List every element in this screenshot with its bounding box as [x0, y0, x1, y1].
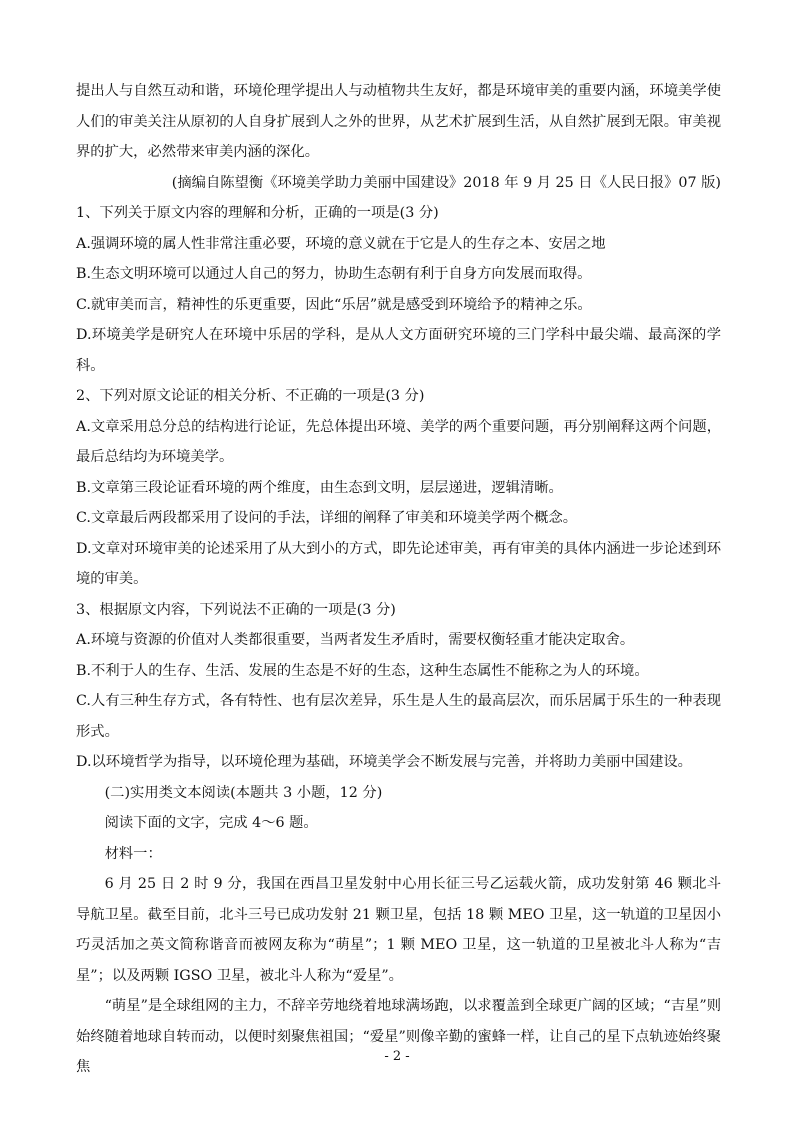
question-1-option-c: C.就审美而言，精神性的乐更重要，因此“乐居”就是感受到环境给予的精神之乐。 [76, 296, 592, 313]
question-3-option-b: B.不利于人的生存、生活、发展的生态是不好的生态，这种生态属性不能称之为人的环境。 [76, 662, 649, 679]
question-1-option-a: A.强调环境的属人性非常注重必要，环境的意义就在于它是人的生存之本、安居之地 [76, 235, 606, 252]
question-2-option-a: A.文章采用总分总的结构进行论证，先总体提出环境、美学的两个重要问题，再分别阐释这两个问题，最后总结均为环境美学。 [76, 418, 721, 465]
question-2-option-b: B.文章第三段论证看环境的两个维度，由生态到文明，层层递进，逻辑清晰。 [76, 479, 563, 496]
material-paragraph-1: 6 月 25 日 2 时 9 分，我国在西昌卫星发射中心用长征三号乙运载火箭，成功发射第 46 颗北斗导航卫星。截至目前，北斗三号已成功发射 21 颗卫星，包括 18 颗 MEO 卫星，这一轨道的卫星因小巧灵活加之英文简称谐音而被网友称为“萌星”；1 颗 MEO 卫星，这一轨道的卫星被北斗人称为“吉星”；以及两颗 IGSO 卫星，被北斗人称为“爱星”。 [76, 876, 721, 984]
question-1-stem: 1、下列关于原文内容的理解和分析，正确的一项是(3 分) [76, 205, 439, 221]
source-citation: (摘编自陈望衡《环境美学助力美丽中国建设》2018 年 9 月 25 日《人民日报》07 版) [171, 174, 721, 191]
question-3-option-c: C.人有三种生存方式，各有特性、也有层次差异，乐生是人生的最高层次，而乐居属于乐生的一种表现形式。 [76, 693, 721, 740]
material-label: 材料一： [104, 845, 162, 862]
page-number: - 2 - [384, 1049, 410, 1064]
section-heading: (二)实用类文本阅读(本题共 3 小题，12 分) [104, 784, 383, 801]
continuation-paragraph: 提出人与自然互动和谐，环境伦理学提出人与动植物共生友好，都是环境审美的重要内涵，环境美学使人们的审美关注从原初的人自身扩展到人之外的世界，从艺术扩展到生活，从自然扩展到无限。审美视界的扩大，必然带来审美内涵的深化。 [76, 83, 721, 160]
question-3-stem: 3、根据原文内容，下列说法不正确的一项是(3 分) [76, 601, 396, 618]
question-2-stem: 2、下列对原文论证的相关分析、不正确的一项是(3 分) [76, 388, 425, 404]
section-instruction: 阅读下面的文字，完成 4～6 题。 [104, 815, 318, 831]
document-page [76, 76, 721, 1083]
question-1-option-d: D.环境美学是研究人在环境中乐居的学科，是从人文方面研究环境的三门学科中最尖端、最高深的学科。 [76, 327, 721, 374]
question-2-option-c: C.文章最后两段都采用了设问的手法，详细的阐释了审美和环境美学两个概念。 [76, 510, 578, 526]
question-2-option-d: D.文章对环境审美的论述采用了从大到小的方式，即先论述审美，再有审美的具体内涵进一步论述到环境的审美。 [76, 540, 721, 587]
question-3-option-d: D.以环境哲学为指导，以环境伦理为基础，环境美学会不断发展与完善，并将助力美丽中国建设。 [76, 754, 692, 770]
material-paragraph-2: “萌星”是全球组网的主力，不辞辛劳地绕着地球满场跑，以求覆盖到全球更广阔的区域；“吉星”则始终随着地球自转而动，以便时刻聚焦祖国；“爱星”则像辛勤的蜜蜂一样，让自己的星下点轨迹始终聚焦 [76, 998, 721, 1075]
question-3-option-a: A.环境与资源的价值对人类都很重要，当两者发生矛盾时，需要权衡轻重才能决定取舍。 [76, 632, 635, 648]
question-1-option-b: B.生态文明环境可以通过人自己的努力，协助生态朝有利于自身方向发展而取得。 [76, 266, 592, 282]
